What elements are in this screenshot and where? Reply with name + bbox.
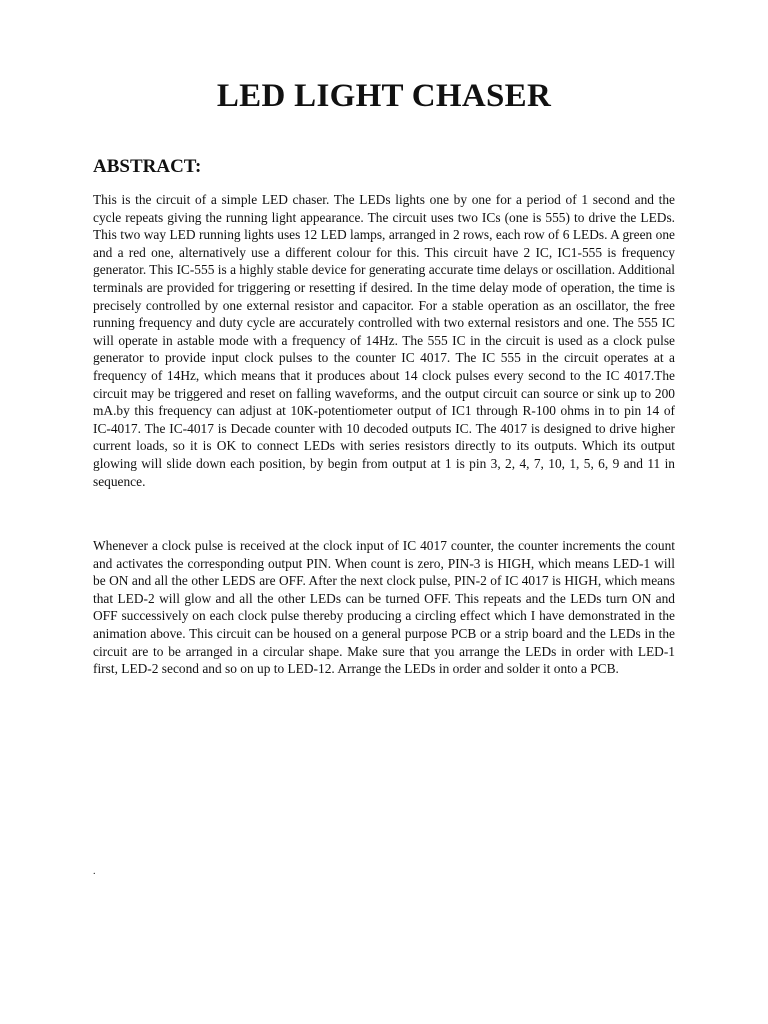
stray-dot-mark: . [93,866,96,877]
abstract-paragraph-2: Whenever a clock pulse is received at the clock input of IC 4017 counter, the counter increments the count and activates the corresponding output PIN. When count is zero, PIN-3 is HIGH, which means LED-1 will be ON and all the other LEDS are OFF. After the next clock pulse, PIN-2 of IC 4017 is HIGH, which means that LED-2 will glow and all the other LEDs can be turned OFF. This repeats and the LEDs turn ON and OFF successively on each clock pulse thereby producing a circling effect which I have demonstrated in the animation above. This circuit can be housed on a general purpose PCB or a strip board and the LEDs in the circuit are to be arranged in a circular shape. Make sure that you arrange the LEDs in order with LED-1 first, LED-2 second and so on up to LED-12. Arrange the LEDs in order and solder it onto a PCB. [93,538,675,677]
page-title: LED LIGHT CHASER [216,78,552,114]
abstract-heading: ABSTRACT: [93,156,202,177]
abstract-paragraph-1: This is the circuit of a simple LED chaser. The LEDs lights one by one for a period of 1 second and the cycle repeats giving the running light appearance. The circuit uses two ICs (one is 555) to drive the LEDs. This two way LED running lights uses 12 LED lamps, arranged in 2 rows, each row of 6 LEDs. A green one and a red one, alternatively use a different colour for this. This circuit have 2 IC, IC1-555 is frequency generator. This IC-555 is a highly stable device for generating accurate time delays or oscillation. Additional terminals are provided for triggering or resetting if desired. In the time delay mode of operation, the time is precisely controlled by one external resistor and capacitor. For a stable operation as an oscillator, the free running frequency and duty cycle are accurately controlled with two external resistors and one. The 555 IC will operate in astable mode with a frequency of 14Hz. The 555 IC in the circuit is used as a clock pulse generator to provide input clock pulses to the counter IC 4017. The IC 555 in the circuit operates at a frequency of 14Hz, which means that it produces about 14 clock pulses every second to the IC 4017.The circuit may be triggered and reset on falling waveforms, and the output circuit can source or sink up to 200 mA.by this frequency can adjust at 10K-potentiometer output of IC1 through R-100 ohms in to pin 14 of IC-4017. The IC-4017 is Decade counter with 10 decoded outputs IC. The 4017 is designed to drive higher current loads, so it is OK to connect LEDs with series resistors directly to its outputs. Which its output glowing will slide down each position, by begin from output at 1 is pin 3, 2, 4, 7, 10, 1, 5, 6, 9 and 11 in sequence. [93,192,675,489]
